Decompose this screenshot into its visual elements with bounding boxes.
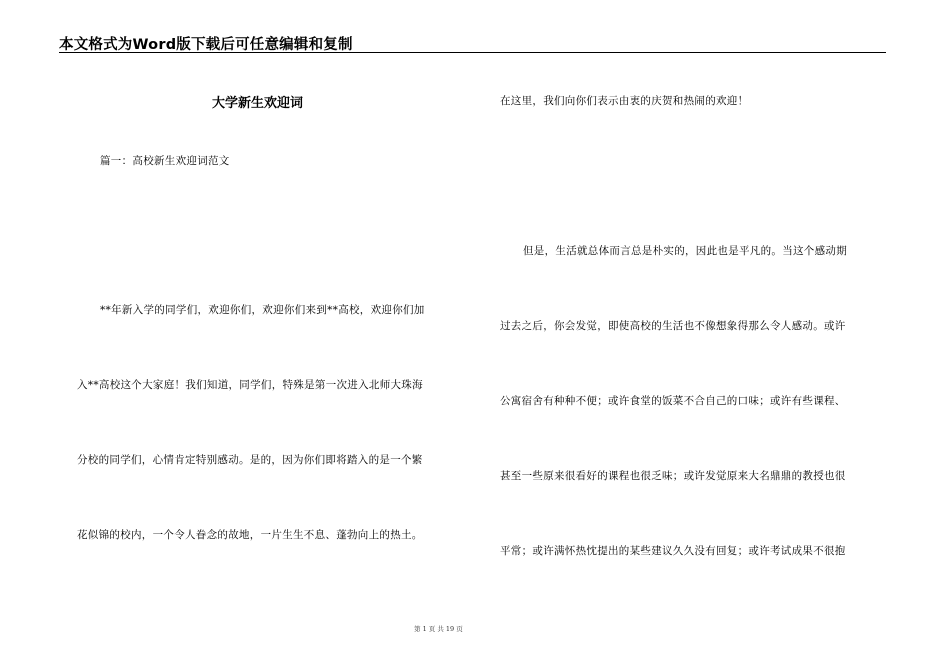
paragraph-line: 平常；或许满怀热忱提出的某些建议久久没有回复；或许考试成果不很抱 — [500, 545, 846, 557]
paragraph-line: 但是，生活就总体而言总是朴实的，因此也是平凡的。当这个感动期 — [523, 245, 847, 257]
page-header: 本文格式为Word版下载后可任意编辑和复制 — [59, 37, 353, 53]
header-divider — [59, 52, 886, 53]
paragraph-line: 甚至一些原来很看好的课程也很乏味；或许发觉原来大名鼎鼎的教授也很 — [500, 470, 846, 482]
document-title: 大学新生欢迎词 — [212, 96, 304, 111]
paragraph-line: **年新入学的同学们，欢迎你们，欢迎你们来到**高校，欢迎你们加 — [100, 304, 425, 316]
paragraph-line: 在这里，我们向你们表示由衷的庆贺和热闹的欢迎！ — [500, 95, 749, 107]
page-number: 第 1 页 共 19 页 — [414, 625, 463, 633]
paragraph-line: 分校的同学们，心情肯定特别感动。是的，因为你们即将踏入的是一个繁 — [77, 454, 423, 466]
paragraph-line: 花似锦的校内，一个令人眷念的故地，一片生生不息、蓬勃向上的热土。 — [77, 529, 423, 541]
paragraph-line: 公寓宿舍有种种不便；或许食堂的饭菜不合自己的口味；或许有些课程、 — [500, 395, 846, 407]
paragraph-line: 入**高校这个大家庭！我们知道，同学们，特殊是第一次进入北师大珠海 — [77, 379, 423, 391]
paragraph-line: 过去之后，你会发觉，即使高校的生活也不像想象得那么令人感动。或许 — [500, 320, 846, 332]
section-heading: 篇一：高校新生欢迎词范文 — [100, 155, 230, 167]
